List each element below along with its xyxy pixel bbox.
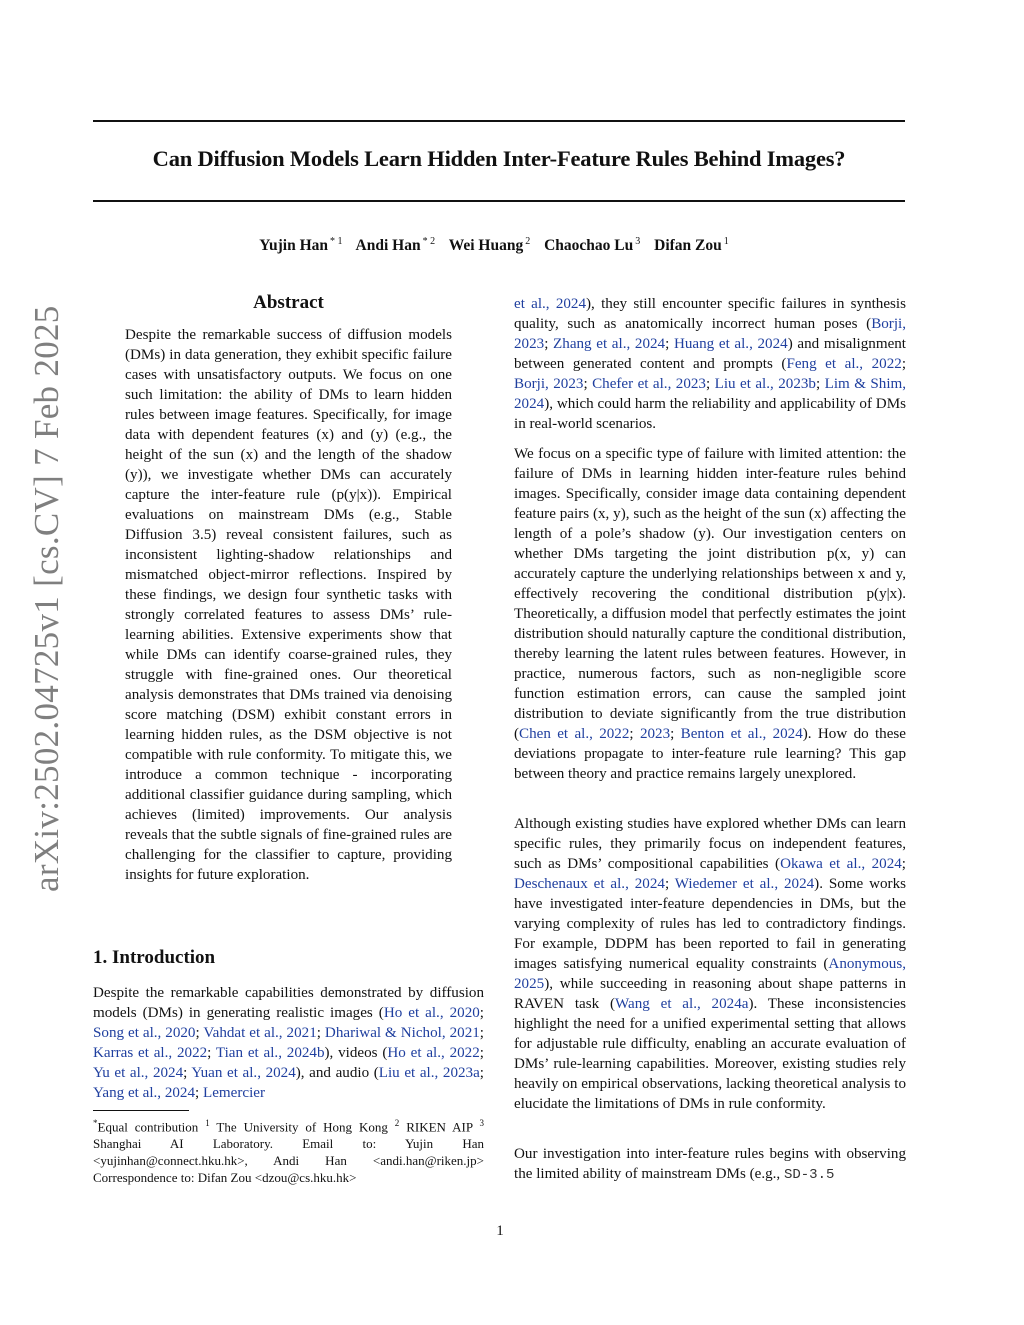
- body-text: Despite the remarkable capabilities demonstrated by diffusion models (DMs) in generating realistic images (: [93, 985, 484, 1021]
- citation-link[interactable]: et al., 2024: [514, 296, 587, 312]
- citation-link[interactable]: Borji, 2023: [514, 376, 584, 392]
- body-text: ;: [479, 1045, 484, 1061]
- citation-link[interactable]: Chen et al., 2022: [519, 726, 630, 742]
- footnote-text: RIKEN AIP: [399, 1119, 480, 1135]
- body-paragraph: [514, 294, 906, 434]
- body-text: ;: [316, 1025, 325, 1041]
- author-list: [93, 236, 905, 255]
- author-affiliation-mark: 1: [723, 236, 729, 247]
- body-text: We focus on a specific type of failure with limited attention: the failure of DMs in learning hidden inter-feature rules behind images. Specifically, consider image data containing dependent feature pairs (x, y), such as the height of the sun (x) affecting the length of a pole’s shadow (y). Our investigation centers on whether DMs targeting the joint distribution p(x, y) can accurately capture the underlying relationships between x and y, effectively recovering the conditional distribution p(y|x). Theoretically, a diffusion model that perfectly estimates the joint distribution should naturally capture the conditional distribution, thereby learning the latent rules between features. However, in practice, numerous factors, such as non-negligible score function estimation errors, can cause the sampled joint distribution to deviate significantly from the true distribution (: [514, 446, 906, 742]
- author-affiliation-mark: 3: [635, 236, 641, 247]
- body-paragraph: [514, 444, 906, 784]
- abstract-text: Despite the remarkable success of diffusion models (DMs) in data generation, they exhibit specific failure cases with unsatisfactory outputs. We focus on one such limitation: the ability of DMs to learn hidden rules between image features. Specifically, for image data with dependent features (x) and (y) (e.g., the height of the sun (x) and the length of the shadow (y)), we investigate whether DMs can accurately capture the inter-feature rule (p(y|x)). Empirical evaluations on mainstream DMs (e.g., Stable Diffusion 3.5) reveal consistent failures, such as inconsistent lighting-shadow relationships and mismatched object-mirror reflections. Inspired by these findings, we design four synthetic tasks with strongly correlated features to assess DMs’ rule-learning abilities. Extensive experiments show that while DMs can identify coarse-grained rules, they struggle with fine-grained ones. Our theoretical analysis demonstrates that DMs trained via denoising score matching (DSM) exhibit constant errors in learning hidden rules, as the DSM objective is not compatible with rule conformity. To mitigate this, we introduce a common technique - incorporating additional classifier guidance during sampling, which achieves (limited) improvements. Our analysis reveals that the subtle signals of fine-grained rules are challenging for the classifier to capture, providing insights for future exploration.: [125, 327, 452, 883]
- author-name: Wei Huang: [448, 237, 524, 254]
- author-name: Yujin Han: [259, 237, 329, 254]
- author-affiliation-mark: * 1: [330, 236, 343, 247]
- body-text: ;: [183, 1065, 192, 1081]
- citation-link[interactable]: Deschenaux et al., 2024: [514, 876, 665, 892]
- paper-title: Can Diffusion Models Learn Hidden Inter-Feature Rules Behind Images?: [152, 146, 846, 171]
- author-affiliation-mark: 2: [525, 236, 531, 247]
- body-text: ). These inconsistencies highlight the need for a unified experimental setting that allows for adjustable rule difficulty, enabling an accurate evaluation of DMs’ rule-learning capabilities. Moreover, existing studies rely heavily on empirical observations, lacking theoretical analysis to elucidate the limitations of DMs in rule conformity.: [514, 996, 906, 1112]
- body-text: ;: [629, 726, 640, 742]
- citation-link[interactable]: Wiedemer et al., 2024: [674, 876, 815, 892]
- body-text: ;: [544, 336, 554, 352]
- citation-link[interactable]: Yuan et al., 2024: [191, 1065, 296, 1081]
- body-text: ;: [815, 376, 825, 392]
- citation-link[interactable]: Karras et al., 2022: [93, 1045, 208, 1061]
- body-text: ). Some works have investigated inter-feature dependencies in DMs, but the varying complexity of rules has led to contradictory findings. For example, DDPM has been reported to fail in generating images satisfying numerical equality constraints (: [514, 876, 907, 972]
- author-name: Chaochao Lu: [544, 237, 634, 254]
- page-number: 1: [496, 1223, 504, 1239]
- citation-link[interactable]: 2023: [639, 726, 671, 742]
- body-text: ;: [705, 376, 715, 392]
- citation-link[interactable]: Song et al., 2020: [93, 1025, 196, 1041]
- footnote: *Equal contribution $^1$ The University of Hong Kong $^2$ RIKEN AIP $^3$ Shanghai AI Laboratory. Email to: Yujin Han <yujinhan@connect.hku.hk>, Andi Han <andi.han@riken.jp> Correspondence to: Difan Zou <dzou@cs.hku.hk>: [93, 1118, 485, 1186]
- citation-link[interactable]: Okawa et al., 2024: [780, 856, 902, 872]
- author-name: Difan Zou: [654, 237, 722, 254]
- citation-link[interactable]: Anonymous, 2025: [514, 956, 906, 992]
- author-affiliation-mark: * 2: [422, 236, 436, 247]
- body-paragraph: [514, 1144, 906, 1185]
- section-heading-introduction: 1. Introduction: [93, 947, 216, 968]
- body-text: ;: [665, 336, 674, 352]
- body-text: ;: [207, 1045, 216, 1061]
- footnote-rule: [93, 1110, 189, 1111]
- citation-link[interactable]: Liu et al., 2023a: [378, 1065, 480, 1081]
- body-text: ;: [901, 856, 906, 872]
- citation-link[interactable]: Wang et al., 2024a: [614, 996, 749, 1012]
- citation-link[interactable]: Lemercier: [203, 1085, 266, 1101]
- body-text: ;: [901, 356, 907, 372]
- footnote-text: Equal contribution: [97, 1119, 206, 1135]
- body-text: Although existing studies have explored whether DMs can learn specific rules, they primarily focus on independent features, such as DMs’ compositional capabilities (: [514, 816, 906, 872]
- author-name: Andi Han: [355, 237, 421, 254]
- body-text: ;: [479, 1005, 484, 1021]
- body-text: ;: [195, 1085, 203, 1101]
- citation-link[interactable]: Ho et al., 2020: [383, 1005, 480, 1021]
- citation-link[interactable]: Tian et al., 2024b: [215, 1045, 325, 1061]
- arxiv-stamp: arXiv:2502.04725v1 [cs.CV] 7 Feb 2025: [27, 305, 66, 892]
- citation-link[interactable]: Feng et al., 2022: [786, 356, 902, 372]
- body-text: ), and audio (: [295, 1065, 379, 1081]
- body-text: ). How do these deviations propagate to inter-feature rule learning? This gap between theory and practice remains largely unexplored.: [514, 726, 907, 782]
- citation-link[interactable]: Liu et al., 2023b: [714, 376, 816, 392]
- body-text: ), they still encounter specific failures in synthesis quality, such as anatomically incorrect human poses (: [514, 296, 906, 332]
- citation-link[interactable]: Borji, 2023: [514, 316, 906, 352]
- body-text: ;: [664, 876, 675, 892]
- body-text: ), while succeeding in reasoning about shape patterns in RAVEN task (: [514, 976, 906, 1012]
- footnote-text: The University of Hong Kong: [209, 1119, 395, 1135]
- citation-link[interactable]: Zhang et al., 2024: [553, 336, 666, 352]
- introduction-paragraph: [93, 983, 484, 1103]
- footnote-text: Shanghai AI Laboratory. Email to: Yujin Han <yujinhan@connect.hku.hk>, Andi Han <andi.han@riken.jp> Correspondence to: Difan Zou <dzou@cs.hku.hk>: [93, 1136, 484, 1186]
- title-bottom-rule: [93, 200, 905, 202]
- body-text: ), which could harm the reliability and applicability of DMs in real-world scenarios.: [514, 396, 906, 432]
- citation-link[interactable]: Yang et al., 2024: [93, 1085, 196, 1101]
- body-text: ;: [479, 1025, 484, 1041]
- citation-link[interactable]: Dhariwal & Nichol, 2021: [324, 1025, 480, 1041]
- body-text: Our investigation into inter-feature rules begins with observing the limited ability of mainstream DMs (e.g.,: [514, 1146, 906, 1182]
- citation-link[interactable]: Benton et al., 2024: [680, 726, 803, 742]
- citation-link[interactable]: Huang et al., 2024: [673, 336, 788, 352]
- citation-link[interactable]: Yu et al., 2024: [93, 1065, 184, 1081]
- model-name-code: SD-3.5: [783, 1167, 835, 1183]
- body-text: ;: [195, 1025, 204, 1041]
- body-text: ;: [583, 376, 593, 392]
- citation-link[interactable]: Vahdat et al., 2021: [203, 1025, 317, 1041]
- body-paragraph: [514, 814, 906, 1114]
- abstract-heading: Abstract: [253, 292, 324, 313]
- top-rule: [93, 120, 905, 122]
- body-text: ;: [479, 1065, 484, 1081]
- citation-link[interactable]: Lim & Shim, 2024: [514, 376, 907, 412]
- citation-link[interactable]: Ho et al., 2022: [387, 1045, 480, 1061]
- body-text: ) and misalignment between generated content and prompts (: [514, 336, 907, 372]
- citation-link[interactable]: Chefer et al., 2023: [592, 376, 706, 392]
- body-text: ;: [670, 726, 681, 742]
- body-text: ), videos (: [324, 1045, 388, 1061]
